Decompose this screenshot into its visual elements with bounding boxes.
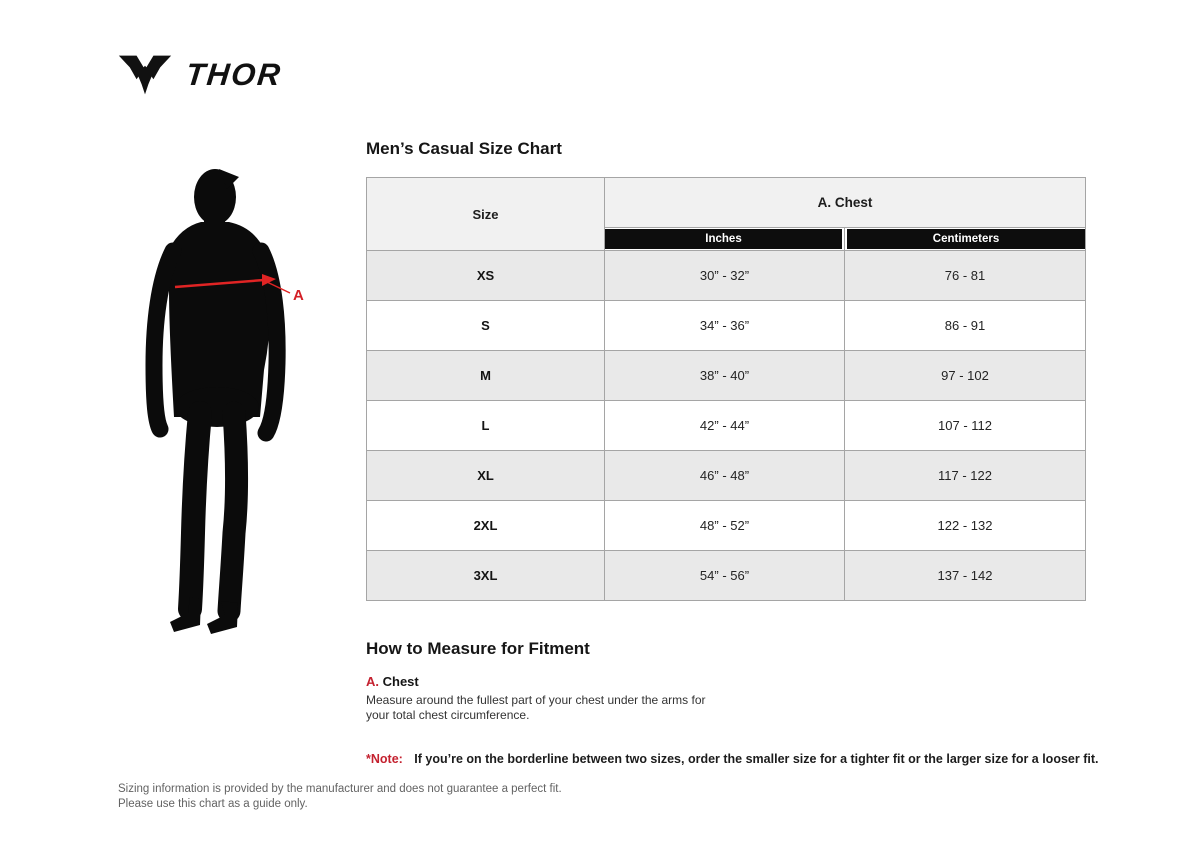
size-value: 3XL: [367, 551, 605, 601]
body-measurement-figure: [143, 165, 313, 645]
cm-value: 137 - 142: [845, 551, 1086, 601]
inches-value: 34” - 36”: [605, 301, 845, 351]
inches-value: 54” - 56”: [605, 551, 845, 601]
table-row: [367, 551, 1086, 601]
note-text: If you’re on the borderline between two sizes, order the smaller size for a tighter fit or the larger size for a looser fit.: [414, 752, 1099, 766]
chest-group-header: A. Chest: [605, 178, 1086, 228]
disclaimer-line1: Sizing information is provided by the manufacturer and does not guarantee a perfect fit.: [118, 783, 562, 795]
chest-section-label: [366, 674, 736, 689]
table-row: [367, 251, 1086, 301]
sizing-note: [366, 752, 1098, 766]
size-chart-table: [366, 177, 1085, 601]
howto-heading: How to Measure for Fitment: [366, 639, 590, 658]
size-value: XS: [367, 251, 605, 301]
size-value: XL: [367, 451, 605, 501]
size-value: 2XL: [367, 501, 605, 551]
centimeters-label: Centimeters: [847, 229, 1085, 249]
chest-measure-section: [366, 674, 736, 723]
chest-measure-label: A: [293, 287, 304, 304]
male-silhouette-icon: [154, 169, 277, 634]
cm-value: 86 - 91: [845, 301, 1086, 351]
size-column-header: Size: [367, 178, 605, 251]
chest-letter: A.: [366, 674, 379, 689]
thor-horns-icon: [118, 52, 172, 98]
inches-value: 48” - 52”: [605, 501, 845, 551]
cm-value: 97 - 102: [845, 351, 1086, 401]
disclaimer: [118, 782, 562, 812]
size-value: M: [367, 351, 605, 401]
inches-value: 38” - 40”: [605, 351, 845, 401]
brand-logo: [118, 52, 282, 98]
size-value: S: [367, 301, 605, 351]
table-row: [367, 501, 1086, 551]
table-row: [367, 351, 1086, 401]
inches-subheader: [605, 228, 845, 251]
disclaimer-line2: Please use this chart as a guide only.: [118, 798, 308, 810]
page-title: Men’s Casual Size Chart: [366, 139, 562, 158]
table-row: [367, 301, 1086, 351]
inches-value: 42” - 44”: [605, 401, 845, 451]
size-value: L: [367, 401, 605, 451]
cm-value: 107 - 112: [845, 401, 1086, 451]
cm-value: 122 - 132: [845, 501, 1086, 551]
inches-value: 46” - 48”: [605, 451, 845, 501]
cm-value: 76 - 81: [845, 251, 1086, 301]
inches-label: Inches: [605, 229, 842, 249]
cm-value: 117 - 122: [845, 451, 1086, 501]
table-row: [367, 451, 1086, 501]
brand-wordmark: THOR: [184, 57, 284, 92]
inches-value: 30” - 32”: [605, 251, 845, 301]
note-label: *Note:: [366, 752, 403, 766]
table-row: [367, 401, 1086, 451]
chest-name: Chest: [382, 674, 419, 689]
centimeters-subheader: [845, 228, 1086, 251]
chest-description: Measure around the fullest part of your chest under the arms for your total chest circumference.: [366, 693, 706, 722]
